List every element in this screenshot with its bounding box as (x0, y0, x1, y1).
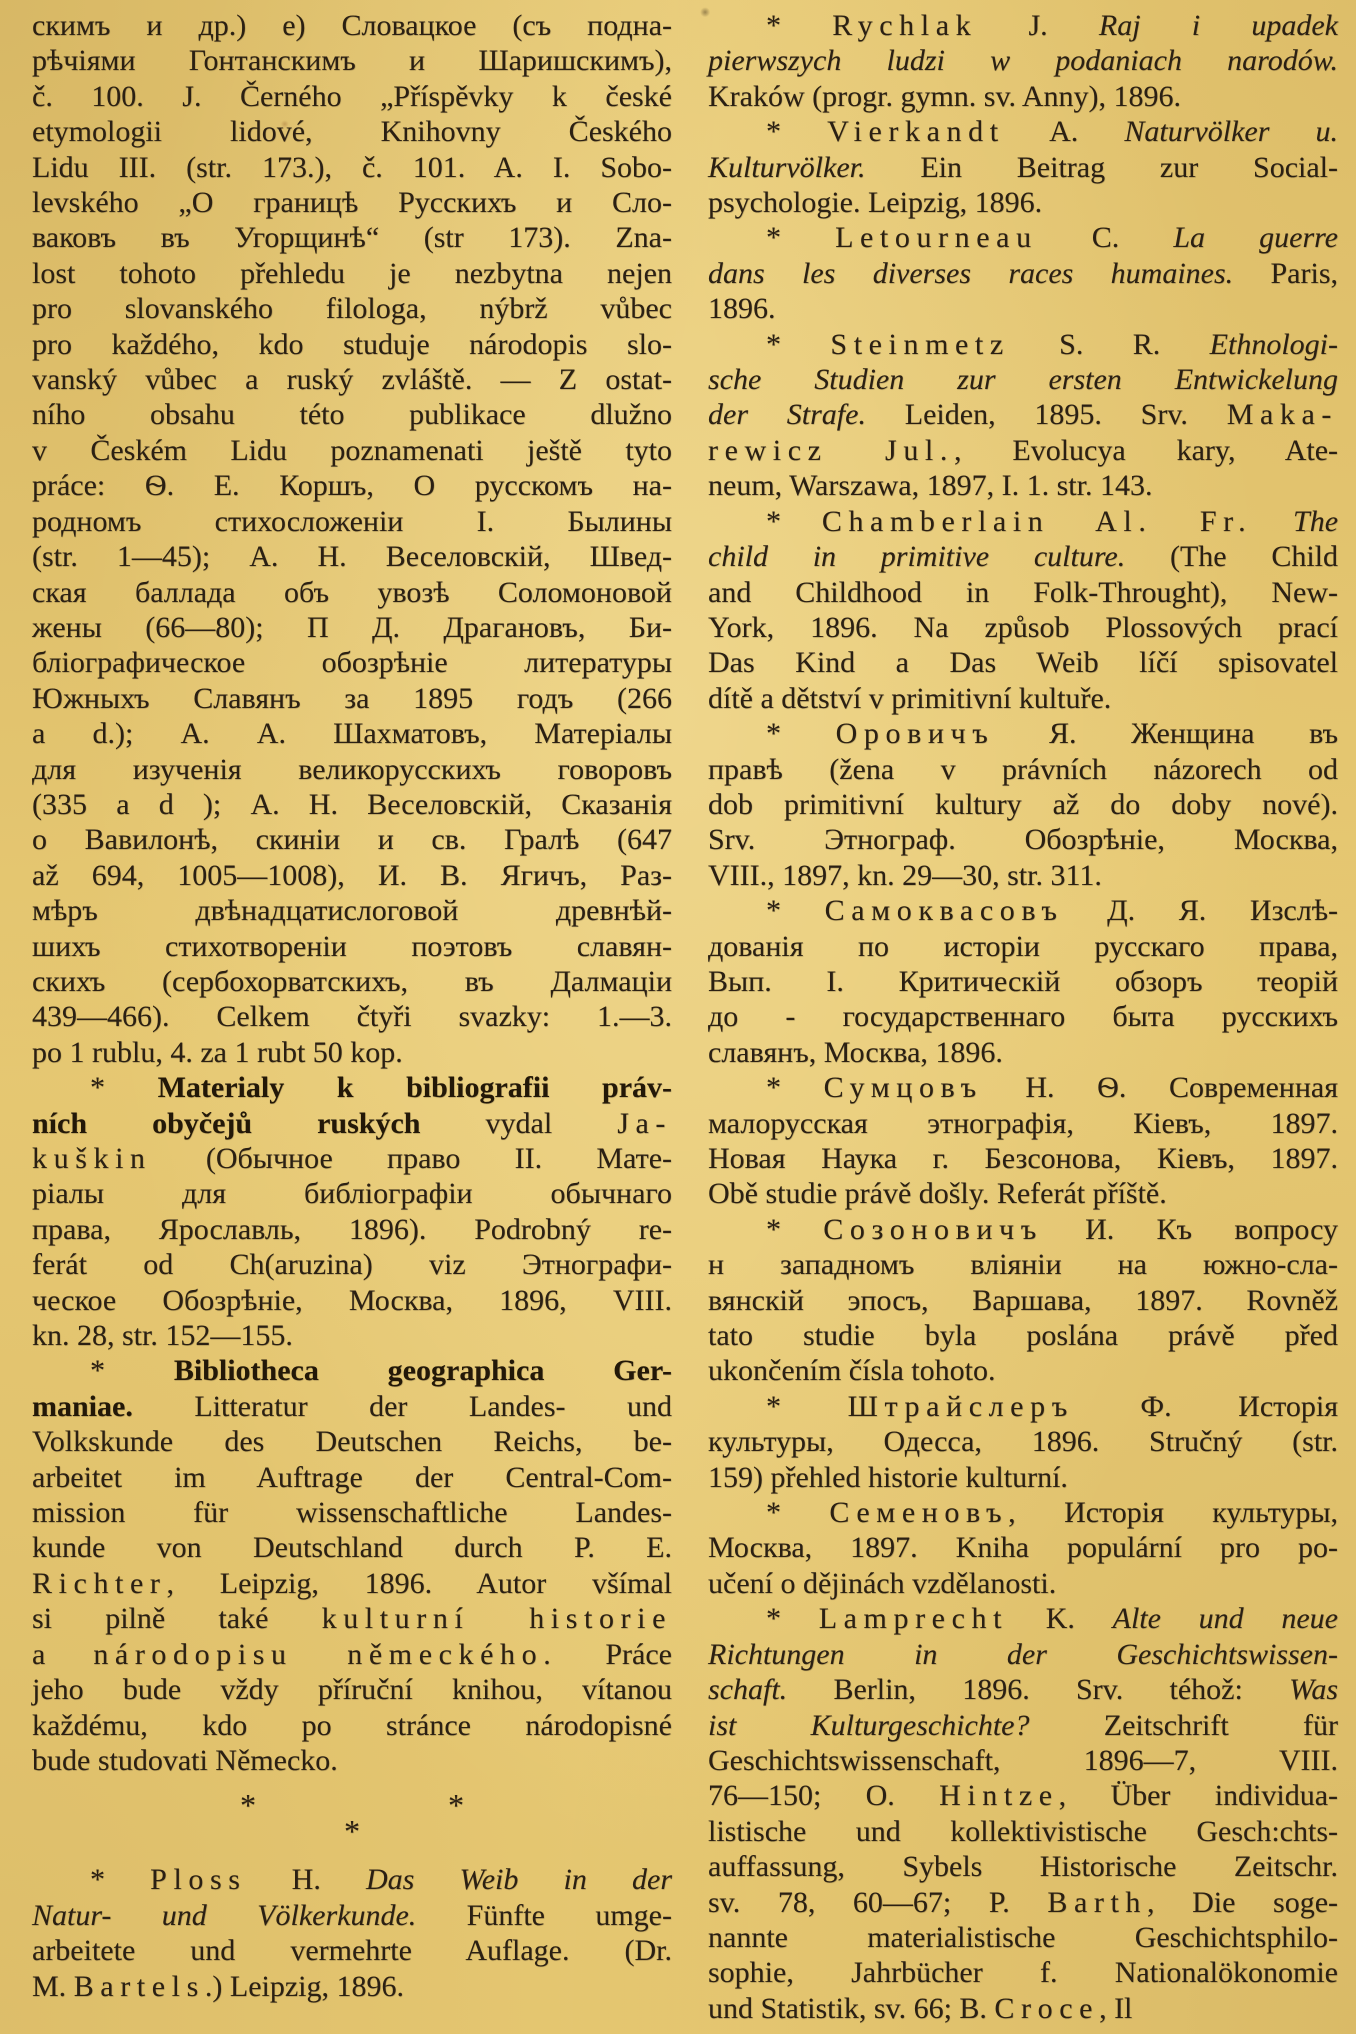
text-line (32, 185, 672, 220)
text-run: дованія по исторіи русскаго права, (708, 929, 1338, 963)
text-run: si pilně také (32, 1602, 322, 1636)
text-run: 159) přehled historie kulturní. (708, 1460, 1068, 1494)
text-line (32, 8, 672, 43)
text-run: und Statistik, sv. 66; B. (708, 1991, 995, 2025)
text-line (708, 1849, 1338, 1884)
text-line (32, 1070, 672, 1105)
text-run: Barth (1047, 1885, 1147, 1919)
text-run: культуры, Одесса, 1896. Stručný (str. (708, 1425, 1338, 1459)
text-line (32, 1969, 672, 2004)
text-run: child in primitive culture. (708, 540, 1126, 574)
text-line (32, 114, 672, 149)
text-run: rewicz Jul. (708, 433, 954, 467)
text-run: maniae. (32, 1389, 133, 1423)
text-run: kuškin (32, 1142, 152, 1175)
text-run: о Вавилонѣ, скиніи и св. Гралѣ (647 (32, 823, 672, 857)
text-run: psychologie. Leipzig, 1896. (708, 186, 1043, 220)
text-line (32, 327, 672, 362)
text-run: скихъ (сербохорватскихъ, въ Далмаціи (32, 964, 672, 998)
text-line (32, 999, 672, 1034)
text-line (708, 256, 1338, 291)
text-run: Самоквасовъ (824, 894, 1064, 928)
text-line (708, 752, 1338, 787)
text-run: 1896. (708, 292, 776, 326)
text-run: малорусская этнографія, Кіевъ, 1897. (708, 1106, 1338, 1140)
text-run: (The Child (1125, 540, 1339, 574)
text-run: скимъ и др.) e) Словацкое (съ подна- (32, 9, 672, 42)
text-run: (str. 1—45); А. Н. Веселовскій, Швед- (32, 540, 672, 574)
text-run: Vierkandt (827, 115, 1005, 149)
text-run: La guerre (1173, 221, 1338, 255)
text-run: národopisu německého. (93, 1637, 558, 1671)
text-run: Fünfte umge- (416, 1898, 672, 1932)
text-run: ваковъ въ Угорщинѣ“ (str 173). Zna- (32, 221, 672, 255)
text-run: vanský vůbec a ruský zvláště. — Z ostat- (32, 363, 672, 397)
text-run: * (766, 717, 836, 751)
text-run: * (90, 1354, 174, 1388)
text-run: н западномъ вліяніи на южно-сла- (708, 1248, 1338, 1282)
text-line (708, 822, 1338, 857)
text-line (32, 1389, 672, 1424)
text-line (32, 220, 672, 255)
text-run: Práce (557, 1637, 672, 1671)
text-run: tato studie byla poslána právě před (708, 1319, 1338, 1353)
text-line (708, 999, 1338, 1034)
text-run: , Исторія культуры, (1008, 1496, 1338, 1530)
text-run: И. Къ вопросу (1042, 1212, 1338, 1246)
text-run: Das Weib in der (366, 1863, 672, 1897)
text-run: Bartels (73, 1969, 205, 2003)
text-run: Materialy k bibliografii práv- (157, 1071, 672, 1105)
text-line (708, 1353, 1338, 1388)
text-line (708, 1212, 1338, 1247)
text-run (1252, 505, 1293, 538)
text-run: etymologii lidové, Knihovny Českého (32, 115, 672, 149)
text-line (708, 1814, 1338, 1849)
text-run: Семеновъ (829, 1496, 1009, 1530)
text-line (708, 397, 1338, 432)
text-run: (335 a d ); А. Н. Веселовскій, Сказанія (32, 787, 672, 821)
text-line (708, 1743, 1338, 1778)
text-run: Сумцовъ (823, 1071, 983, 1105)
text-line (32, 256, 672, 291)
text-run: * (766, 115, 828, 149)
text-line (708, 1991, 1338, 2026)
text-run: * (90, 1863, 151, 1897)
text-line (32, 1035, 672, 1070)
text-run: Chamberlain Al. Fr. (821, 504, 1253, 538)
text-line (708, 1530, 1338, 1565)
text-line (708, 433, 1338, 468)
text-line (32, 1637, 672, 1672)
text-line (32, 1601, 672, 1636)
text-run: ческое Обозрѣніе, Москва, 1896, VIII. (32, 1283, 672, 1317)
text-line (708, 1672, 1338, 1707)
text-run: auffassung, Sybels Historische Zeitschr. (708, 1850, 1338, 1884)
text-line (32, 1566, 672, 1601)
text-line (708, 929, 1338, 964)
text-run: dans les diverses races humaines. (708, 256, 1234, 290)
text-run: вянскій эпосъ, Варшава, 1897. Rovněž (708, 1283, 1338, 1317)
text-line (708, 645, 1338, 680)
text-run: pierwszych ludzi w podaniach narodów. (708, 44, 1338, 78)
text-run: pro slovanského filologa, nýbrž vůbec (32, 292, 672, 326)
text-run: Ploss (150, 1863, 247, 1897)
text-run: Volkskunde des Deutschen Reichs, be- (32, 1425, 672, 1459)
text-run: * (90, 1071, 158, 1105)
text-run: Natur- und Völkerkunde. (32, 1898, 417, 1932)
asterism-divider (32, 1813, 672, 1850)
text-run: ních obyčejů ruských (32, 1106, 421, 1140)
text-run: C. (1037, 221, 1174, 255)
text-run: Ethnologi- (1209, 327, 1338, 361)
text-line (708, 575, 1338, 610)
text-line (32, 1318, 672, 1353)
text-run: права, Ярославль, 1896). Podrobný re- (32, 1212, 672, 1246)
text-line (708, 504, 1338, 539)
text-line (32, 610, 672, 645)
text-run: Оровичъ (835, 717, 995, 751)
text-run: * (766, 894, 825, 928)
text-run: Rychlak (832, 9, 978, 42)
text-run: для изученія великорусскихъ говоровъ (32, 752, 672, 786)
text-run: бліографическое обозрѣніе литературы (32, 646, 672, 680)
text-line (708, 1247, 1338, 1282)
text-run: Srv. Этнограф. Обозрѣніе, Москва, (708, 823, 1338, 857)
text-run: ferát od Ch(aruzina) viz Этнографи- (32, 1248, 672, 1282)
text-line (32, 787, 672, 822)
text-run: levského „О границѣ Русскихъ и Сло- (32, 186, 672, 220)
text-run: a d.); А. А. Шахматовъ, Матеріалы (32, 717, 672, 751)
text-run: sv. 78, 60—67; P. (708, 1885, 1048, 1919)
text-run: nannte materialistische Geschichtsphilo- (708, 1920, 1338, 1954)
text-run: * (766, 1212, 824, 1246)
text-line (708, 43, 1338, 78)
text-line (32, 291, 672, 326)
text-line (32, 1176, 672, 1211)
text-line (708, 327, 1338, 362)
text-run: Steinmetz (830, 327, 1010, 361)
text-run: , Leipzig, 1896. Autor všímal (166, 1566, 672, 1600)
text-line (32, 1424, 672, 1459)
text-line (708, 185, 1338, 220)
text-run: The (1293, 504, 1339, 538)
text-line (32, 964, 672, 999)
text-run: Новая Наука г. Безсонова, Кіевъ, 1897. (708, 1142, 1338, 1175)
text-run: der Strafe. (708, 398, 866, 432)
text-line (32, 1743, 672, 1778)
text-run: sche Studien zur ersten Entwickelung (708, 363, 1338, 397)
text-run: H. (246, 1863, 366, 1897)
text-run: bude studovati Německo. (32, 1743, 338, 1777)
text-line (32, 858, 672, 893)
text-run: jeho bude vždy příruční knihou, vítanou (32, 1673, 672, 1707)
text-run: мѣръ двѣнадцатислоговой древнѣй- (32, 894, 672, 928)
text-line (708, 1955, 1338, 1990)
text-run: Н. Ѳ. Современная (982, 1071, 1339, 1105)
text-line (32, 1353, 672, 1388)
text-run: шихъ стихотвореніи поэтовъ славян- (32, 929, 672, 963)
text-run: Maka- (1226, 398, 1338, 432)
text-run: S. R. (1009, 327, 1210, 361)
text-run: * (766, 1602, 819, 1636)
text-run: ukončením čísla tohoto. (708, 1354, 996, 1388)
text-run: 76—150; O. (708, 1779, 940, 1813)
text-run: * (766, 9, 833, 42)
text-run: * (766, 504, 822, 538)
text-run: рѣчіями Гонтанскимъ и Шаришскимъ), (32, 44, 672, 78)
text-line (32, 645, 672, 680)
text-run: до - государственнаго быта русскихъ (708, 1000, 1338, 1034)
text-run: listische und kollektivistische Gesch:chts- (708, 1814, 1338, 1848)
text-run: Hintze (939, 1779, 1059, 1813)
text-run: Штрайслеръ (847, 1389, 1074, 1423)
text-run: Ein Beitrag zur Social- (865, 150, 1338, 184)
text-line (708, 1176, 1338, 1211)
text-run: lost tohoto přehledu je nezbytna nejen (32, 256, 672, 290)
text-line (708, 1070, 1338, 1105)
text-run: neum, Warszawa, 1897, I. 1. str. 143. (708, 469, 1153, 503)
text-run: * (766, 1071, 824, 1105)
text-run: родномъ стихосложеніи I. Былины (32, 504, 672, 538)
text-line (708, 858, 1338, 893)
text-run: , Die soge- (1147, 1885, 1339, 1919)
text-run: J. (977, 9, 1099, 42)
text-run: правѣ (žena v právních názorech od (708, 752, 1338, 786)
text-line (32, 1495, 672, 1530)
text-run: kn. 28, str. 152—155. (32, 1319, 293, 1353)
text-run: vydal (420, 1106, 618, 1140)
text-run: * (766, 221, 836, 255)
text-line (32, 1141, 672, 1176)
text-run: славянъ, Москва, 1896. (708, 1035, 1003, 1069)
text-run: Созоновичъ (823, 1212, 1043, 1246)
text-run: č. 100. J. Černého „Příspěvky k české (32, 79, 672, 113)
text-run: , Evolucya kary, Ate- (953, 433, 1338, 467)
text-run: ního obsahu této publikace dlužno (32, 398, 672, 432)
text-run: kulturní historie (321, 1602, 672, 1636)
text-run: mission für wissenschaftliche Landes- (32, 1496, 672, 1530)
text-run: 439—466). Celkem čtyři svazky: 1.—3. (32, 1000, 672, 1034)
text-run: Bibliotheca geographica Ger- (173, 1354, 673, 1388)
text-run: Ja- (617, 1106, 672, 1140)
text-line (708, 1778, 1338, 1813)
text-line (708, 1106, 1338, 1141)
text-run: arbeitet im Auftrage der Central-Com- (32, 1460, 672, 1494)
text-line (32, 1672, 672, 1707)
text-line (32, 79, 672, 114)
text-line (708, 1318, 1338, 1353)
text-line (708, 610, 1338, 645)
text-run: učení o dějinách vzdělanosti. (708, 1566, 1057, 1600)
text-line (708, 220, 1338, 255)
text-line (708, 1708, 1338, 1743)
text-line (708, 1424, 1338, 1459)
text-run: Москва, 1897. Kniha populární pro po- (708, 1531, 1338, 1565)
text-run: * (344, 1813, 360, 1850)
text-run: Д. Я. Изслѣ- (1063, 894, 1338, 928)
text-line (32, 43, 672, 78)
text-run: * (766, 1389, 848, 1423)
text-line (32, 1530, 672, 1565)
text-run: arbeitete und vermehrte Auflage. (Dr. (32, 1934, 672, 1968)
text-line (708, 114, 1338, 149)
text-line (708, 8, 1338, 43)
text-run: , Il (1099, 1991, 1133, 2025)
text-line (32, 893, 672, 928)
text-run: pro každého, kdo studuje národopis slo- (32, 327, 672, 361)
text-run: Litteratur der Landes- und (132, 1389, 672, 1423)
text-run: жены (66—80); П Д. Драгановъ, Би- (32, 610, 672, 644)
text-line (32, 1106, 672, 1141)
text-run: Naturvölker u. (1124, 115, 1338, 149)
text-run: práce: Ѳ. Е. Коршъ, О русскомъ на- (32, 469, 672, 503)
text-run: Ф. Исторія (1073, 1389, 1338, 1423)
text-line (32, 433, 672, 468)
text-run: Raj i upadek (1098, 9, 1338, 42)
text-line (32, 468, 672, 503)
text-line (32, 1283, 672, 1318)
text-run: Was (1289, 1673, 1338, 1707)
text-run: * (766, 327, 831, 361)
text-line (32, 1898, 672, 1933)
text-line (708, 362, 1338, 397)
text-line (708, 1637, 1338, 1672)
text-run: Berlin, 1896. Srv. téhož: (787, 1673, 1290, 1707)
text-run: , Über individua- (1058, 1779, 1339, 1813)
text-line (32, 1212, 672, 1247)
text-line (708, 893, 1338, 928)
text-line (708, 716, 1338, 751)
text-run: schaft. (708, 1673, 788, 1707)
text-line (32, 362, 672, 397)
text-run: ріалы для библіографіи обычнаго (32, 1177, 672, 1211)
text-line (32, 929, 672, 964)
text-run: po 1 rublu, 4. za 1 rubt 50 kop. (32, 1035, 403, 1069)
text-line (708, 79, 1338, 114)
text-run: * * (240, 1787, 464, 1824)
text-run: ist Kulturgeschichte? (708, 1708, 1030, 1742)
text-line (32, 752, 672, 787)
text-line (708, 1566, 1338, 1601)
text-line (708, 468, 1338, 503)
text-line (708, 150, 1338, 185)
text-line (32, 575, 672, 610)
text-line (32, 539, 672, 574)
text-run: Richter (32, 1566, 167, 1600)
text-run: Das Kind a Das Weib líčí spisovatel (708, 646, 1338, 680)
text-run: ская баллада объ увозѣ Соломоновой (32, 575, 672, 609)
text-line (708, 1283, 1338, 1318)
text-line (708, 539, 1338, 574)
text-run: (Обычное право II. Мате- (151, 1142, 672, 1175)
text-run: každému, kdo po stránce národopisné (32, 1708, 672, 1742)
text-line (708, 1601, 1338, 1636)
text-line (708, 681, 1338, 716)
text-line (708, 1141, 1338, 1176)
text-run: Richtungen in der Geschichtswissen- (708, 1637, 1338, 1671)
text-line (708, 1495, 1338, 1530)
text-line (708, 1920, 1338, 1955)
text-line (708, 964, 1338, 999)
text-line (708, 1460, 1338, 1495)
text-run: Южныхъ Славянъ за 1895 годъ (266 (32, 681, 672, 715)
right-column (708, 8, 1338, 2026)
text-run: Paris, (1233, 256, 1338, 290)
text-run: Kulturvölker. (708, 150, 866, 184)
text-run: a (32, 1637, 94, 1671)
left-column (32, 8, 672, 2004)
text-run: kunde von Deutschland durch P. E. (32, 1531, 672, 1565)
text-run: K. (1008, 1602, 1113, 1636)
text-line (32, 1933, 672, 1968)
text-line (32, 1708, 672, 1743)
text-run: Вып. I. Критическій обзоръ теорій (708, 964, 1338, 998)
text-run: Geschichtswissenschaft, 1896—7, VIII. (708, 1743, 1338, 1777)
text-run: York, 1896. Na způsob Plossových prací (708, 610, 1338, 644)
text-line (32, 150, 672, 185)
text-run: sophie, Jahrbücher f. Nationalökonomie (708, 1956, 1338, 1990)
text-line (32, 716, 672, 751)
text-run: Zeitschrift für (1029, 1708, 1338, 1742)
text-run: Lidu III. (str. 173.), č. 101. A. I. Sobo- (32, 150, 672, 184)
text-line (32, 1862, 672, 1897)
text-line (708, 1885, 1338, 1920)
text-run: and Childhood in Folk-Throught), New- (708, 575, 1338, 609)
text-line (708, 787, 1338, 822)
text-line (32, 504, 672, 539)
text-run: až 694, 1005—1008), И. В. Ягичъ, Раз- (32, 858, 672, 892)
text-run: Kraków (progr. gymn. sv. Anny), 1896. (708, 79, 1182, 113)
text-run: Letourneau (835, 221, 1038, 255)
text-run: .) Leipzig, 1896. (204, 1969, 404, 2003)
text-line (708, 1389, 1338, 1424)
text-run: Lamprecht (818, 1602, 1009, 1636)
text-run: * (766, 1496, 830, 1530)
text-run: Я. Женщина въ (994, 717, 1338, 751)
text-run: A. (1004, 115, 1125, 149)
text-line (32, 1460, 672, 1495)
text-line (32, 1247, 672, 1282)
text-run: Leiden, 1895. Srv. (865, 398, 1227, 432)
text-run: Alte und neue (1112, 1602, 1338, 1636)
text-run: dítě a dětství v primitivní kultuře. (708, 681, 1112, 715)
text-line (32, 397, 672, 432)
text-run: v Českém Lidu poznamenati ještě tyto (32, 433, 672, 467)
text-line (32, 681, 672, 716)
text-run: VIII., 1897, kn. 29—30, str. 311. (708, 858, 1102, 892)
text-run: Croce (994, 1991, 1100, 2025)
text-line (32, 822, 672, 857)
text-run: M. (32, 1969, 74, 2003)
text-line (708, 291, 1338, 326)
text-run: dob primitivní kultury až do doby nové). (708, 787, 1338, 821)
text-line (708, 1035, 1338, 1070)
text-run: Obě studie právě došly. Referát příště. (708, 1177, 1167, 1211)
